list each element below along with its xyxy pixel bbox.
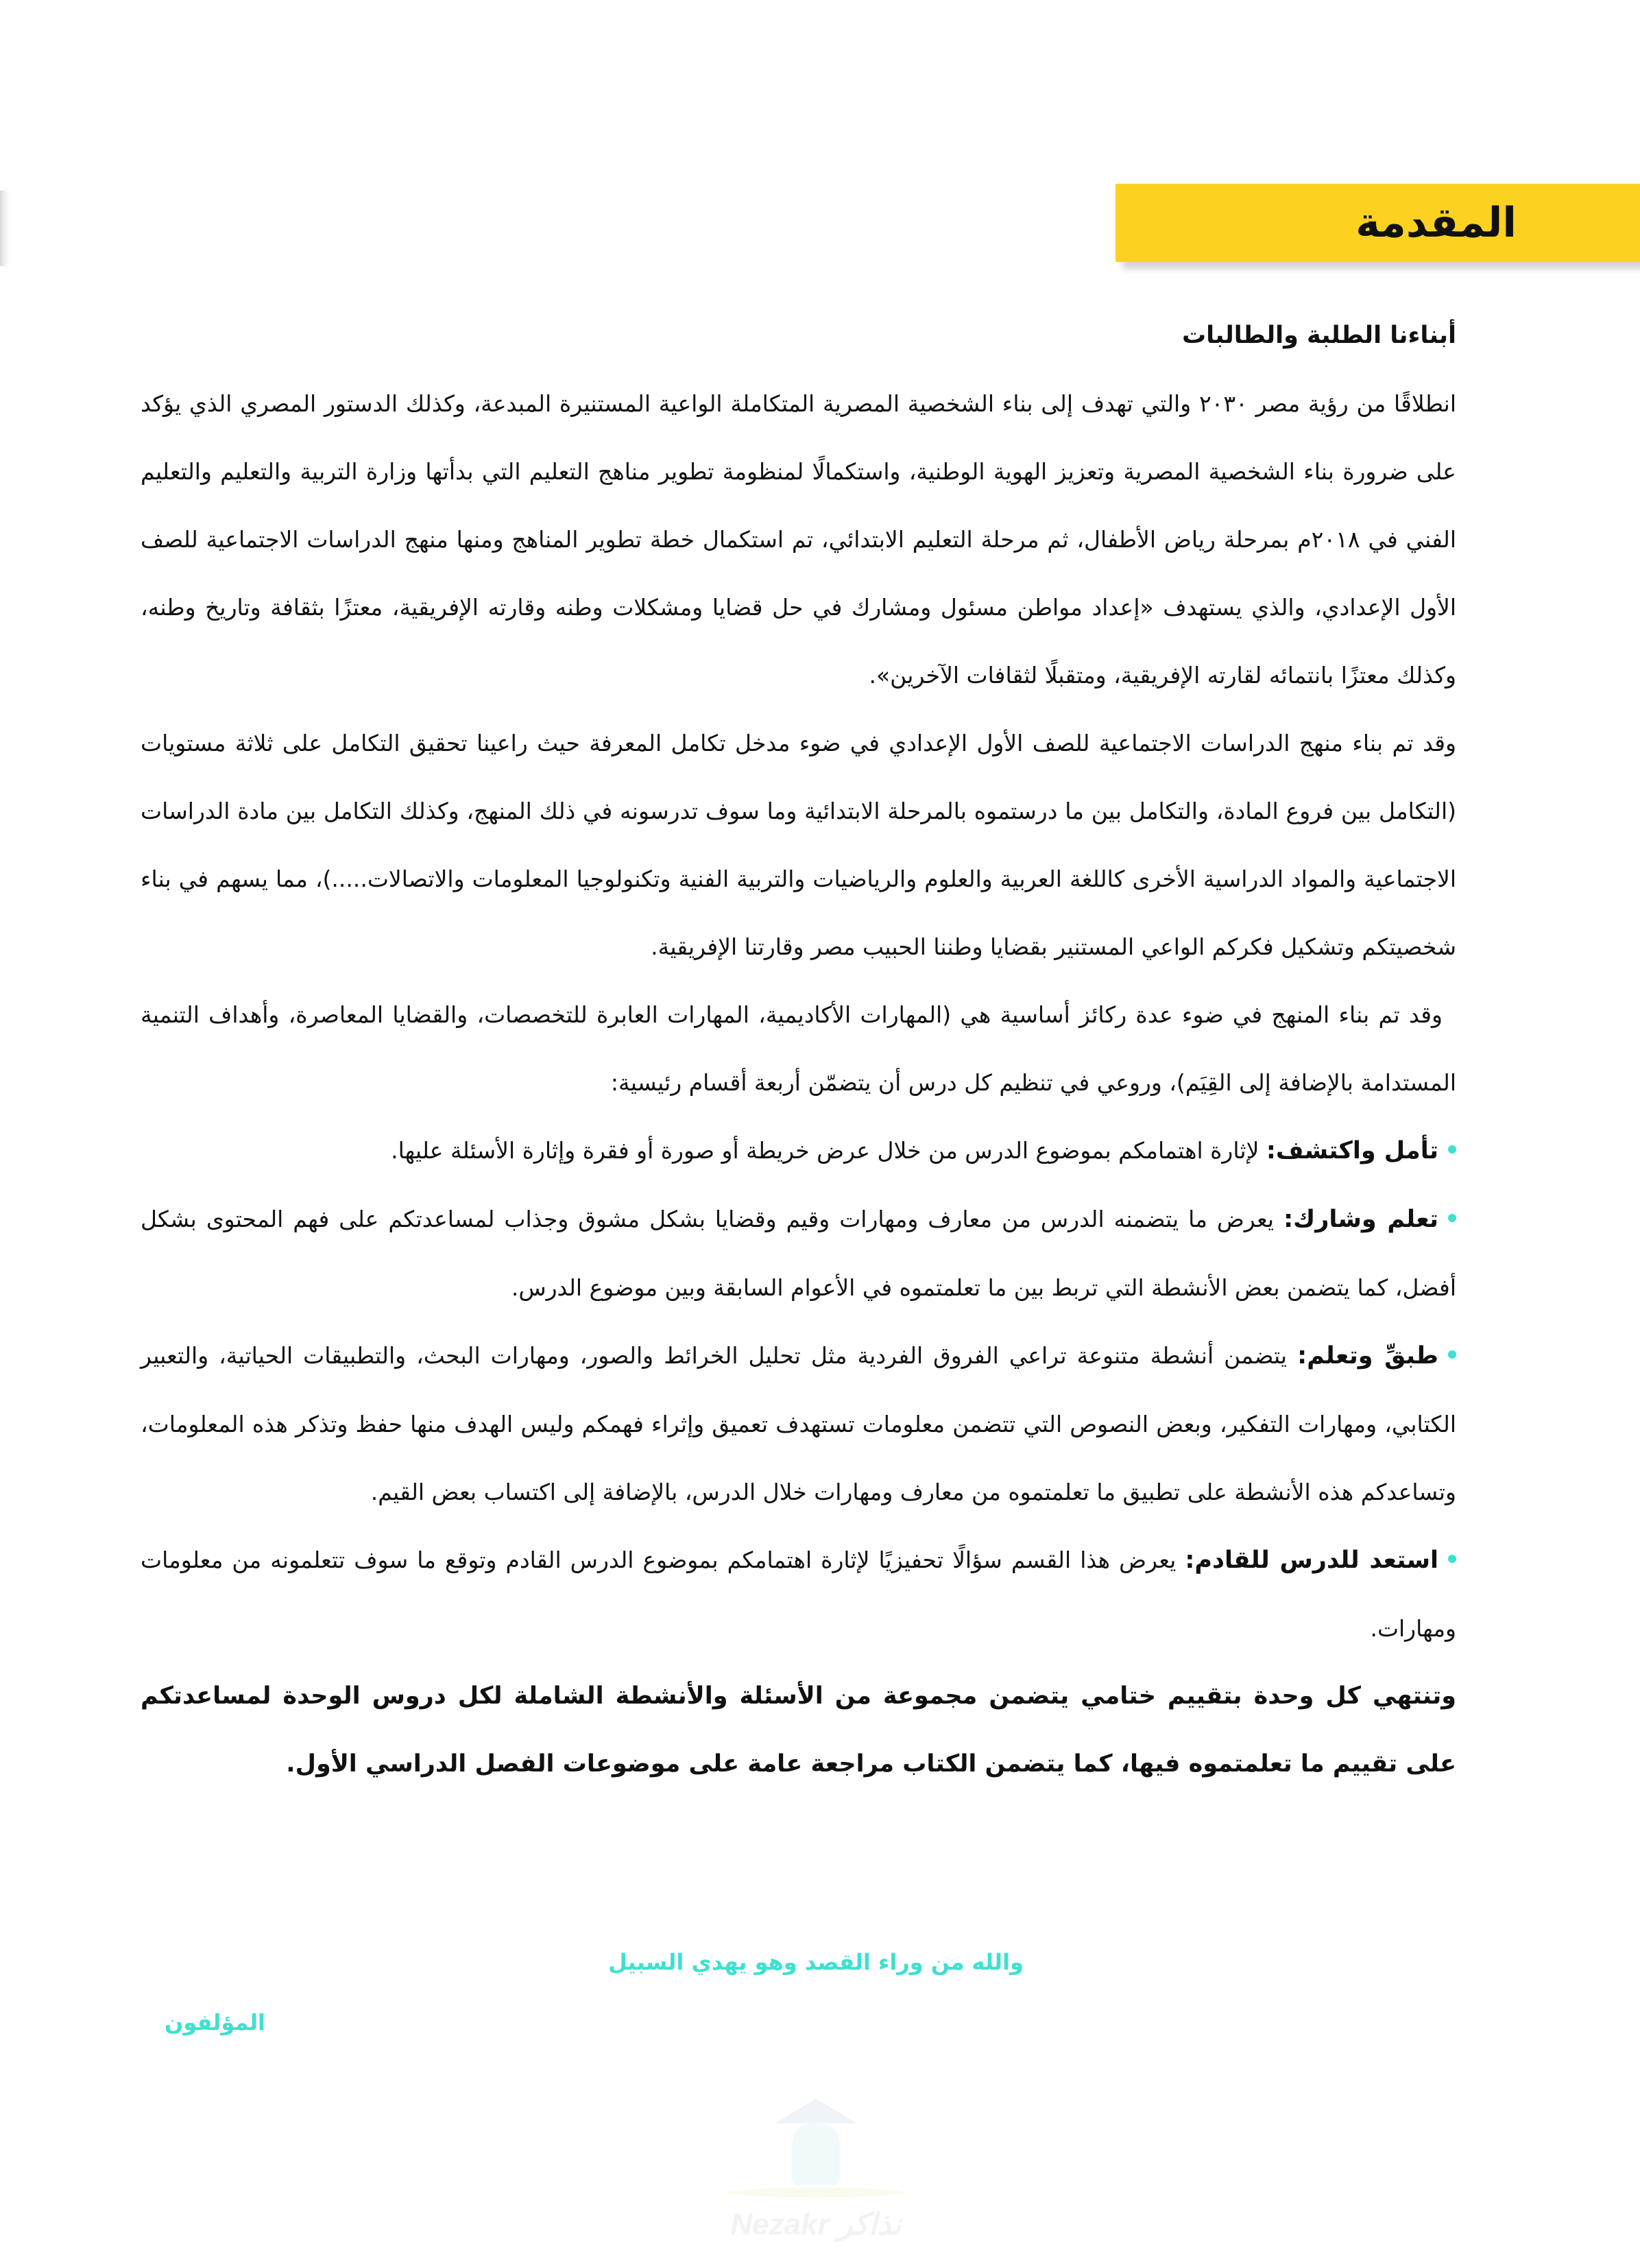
paragraph-vision: انطلاقًا من رؤية مصر ٢٠٣٠ والتي تهدف إلى بناء الشخصية المصرية المتكاملة الواعية المستنيرة المبدعة، وكذلك الدستور المصري الذي يؤكد على ضرورة بناء الشخصية المصرية وتعزيز الهوية الوطنية، واستكمالًا لمنظومة تطوير مناهج التعليم التي بدأتها وزارة التربية والتعليم والتعليم الفني في ٢٠١٨م بمرحلة رياض الأطفال، ثم مرحلة التعليم الابتدائي، تم استكمال خطة تطوير المناهج ومنها منهج الدراسات الاجتماعية للصف الأول الإعدادي، والذي يستهدف «إعداد مواطن مسئول ومشارك في حل قضايا ومشكلات وطنه وقارته الإفريقية، معتزًا بثقافة وتاريخ وطنه، وكذلك معتزًا بانتمائه لقارته الإفريقية، ومتقبلًا لثقافات الآخرين». bbox=[141, 390, 1457, 689]
section-item-learn bbox=[141, 1185, 1456, 1322]
section-item-prepare bbox=[141, 1526, 1456, 1662]
graduation-cap-icon bbox=[775, 2099, 857, 2123]
bullet-dot-icon bbox=[1448, 1350, 1456, 1359]
bullet-dot-icon bbox=[1448, 1145, 1456, 1154]
section-term: تعلم وشارك: bbox=[1283, 1206, 1439, 1233]
authors-signature: المؤلفون bbox=[165, 2009, 265, 2036]
section-term: تأمل واكتشف: bbox=[1266, 1137, 1438, 1165]
title-banner bbox=[1116, 184, 1640, 262]
bullet-dot-icon bbox=[1448, 1555, 1456, 1563]
closing-prayer: والله من وراء القصد وهو يهدي السبيل bbox=[608, 1949, 1024, 1975]
section-text: يتضمن أنشطة متنوعة تراعي الفروق الفردية مثل تحليل الخرائط والصور، ومهارات البحث، والتطبيقات الحياتية، والتعبير الكتابي، ومهارات التفكير، وبعض النصوص التي تتضمن معلومات تستهدف تعميق وإثراء فهمكم وليس الهدف منها حفظ وتذكر هذه المعلومات، وتساعدكم هذه الأنشطة على تطبيق ما تعلمتموه من معارف ومهارات خلال الدرس، بالإضافة إلى اكتساب بعض القيم. bbox=[141, 1342, 1456, 1505]
closing-paragraph: وتنتهي كل وحدة بتقييم ختامي يتضمن مجموعة من الأسئلة والأنشطة الشاملة لكل دروس الوحدة لمساعدتكم على تقييم ما تعلمتموه فيها، كما يتضمن الكتاب مراجعة عامة على موضوعات الفصل الدراسي الأول. bbox=[141, 1682, 1456, 1778]
introduction-body bbox=[141, 302, 1456, 1798]
bullet-dot-icon bbox=[1448, 1214, 1456, 1222]
section-item-apply bbox=[141, 1322, 1456, 1526]
logo-swoosh-icon bbox=[727, 2188, 905, 2197]
greeting-heading: أبناءنا الطلبة والطالبات bbox=[1181, 322, 1456, 349]
watermark-logo bbox=[727, 2064, 905, 2256]
section-item-reflect bbox=[141, 1117, 1456, 1185]
paragraph-integration: وقد تم بناء منهج الدراسات الاجتماعية للصف الأول الإعدادي في ضوء مدخل تكامل المعرفة حيث راعينا تحقيق التكامل على ثلاثة مستويات (التكامل بين فروع المادة، والتكامل بين ما درستموه بالمرحلة الابتدائية وما سوف تدرسونه في ذلك المنهج، وكذلك التكامل بين مادة الدراسات الاجتماعية والمواد الدراسية الأخرى كاللغة العربية والعلوم والرياضيات والتربية الفنية وتكنولوجيا المعلومات والاتصالات.....)، مما يسهم في بناء شخصيتكم وتشكيل فكركم الواعي المستنير بقضايا وطننا الحبيب مصر وقارتنا الإفريقية. bbox=[141, 730, 1456, 960]
section-term: استعد للدرس للقادم: bbox=[1185, 1547, 1439, 1574]
section-term: طبقِّ وتعلم: bbox=[1297, 1342, 1438, 1370]
logo-figure-icon bbox=[792, 2123, 840, 2185]
page-title: المقدمة bbox=[1355, 199, 1517, 247]
paragraph-pillars: وقد تم بناء المنهج في ضوء عدة ركائز أساسية هي (المهارات الأكاديمية، المهارات العابرة للتخصصات، والقضايا المعاصرة، وأهداف التنمية المستدامة بالإضافة إلى القِيَم)، وروعي في تنظيم كل درس أن يتضمّن أربعة أقسام رئيسية: bbox=[141, 1001, 1456, 1096]
section-text: لإثارة اهتمامكم بموضوع الدرس من خلال عرض خريطة أو صورة أو فقرة وإثارة الأسئلة عليها. bbox=[391, 1137, 1259, 1164]
watermark-text: Nezakr نذاكر bbox=[730, 2208, 902, 2241]
section-text: يعرض هذا القسم سؤالًا تحفيزيًا لإثارة اهتمامكم بموضوع الدرس القادم وتوقع ما سوف تتعلمونه من معلومات ومهارات. bbox=[141, 1547, 1456, 1642]
section-text: يعرض ما يتضمنه الدرس من معارف ومهارات وقيم وقضايا بشكل مشوق وجذاب لمساعدتكم على فهم المحتوى بشكل أفضل، كما يتضمن بعض الأنشطة التي تربط بين ما تعلمتموه في الأعوام السابقة وبين موضوع الدرس. bbox=[141, 1206, 1456, 1301]
page-edge-shadow bbox=[0, 191, 5, 266]
